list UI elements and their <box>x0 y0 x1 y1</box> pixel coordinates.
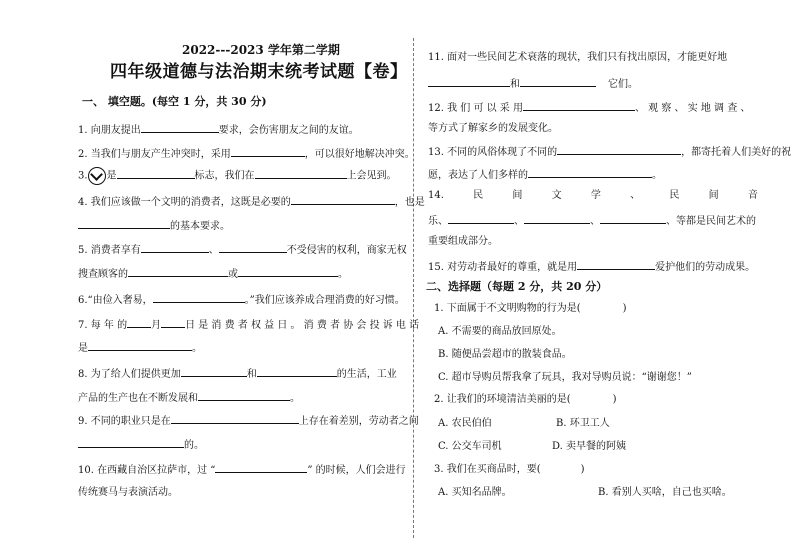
question-6: 6.“由俭入奢易， 。”我们应该养成合理消费的好习惯。 <box>78 292 405 307</box>
blank[interactable] <box>600 213 666 224</box>
mc-1-option-a[interactable]: A. 不需要的商品放回原处。 <box>438 326 562 337</box>
blank[interactable] <box>291 194 395 205</box>
question-11-line-1: 11. 面对一些民间艺术衰落的现状，我们只有找出原因，才能更好地 <box>428 52 728 63</box>
blank[interactable] <box>524 213 590 224</box>
mc-1-option-c[interactable]: C. 超市导购员帮我拿了玩具，我对导购员说：“谢谢您！” <box>438 372 692 383</box>
question-2: 2. 当我们与朋友产生冲突时，采用 ，可以很好地解决冲突。 <box>78 146 415 161</box>
blank[interactable] <box>528 167 652 178</box>
blank[interactable] <box>161 317 185 328</box>
blank[interactable] <box>577 259 655 270</box>
blank[interactable] <box>141 242 209 253</box>
blank[interactable] <box>78 218 170 229</box>
blank[interactable] <box>520 76 596 87</box>
green-food-logo-icon <box>88 167 106 185</box>
question-8-line-2: 产品的生产也在不断发展和 。 <box>78 390 300 405</box>
question-8-line-1: 8. 为了给人们提供更加 和 的生活，工业 <box>78 366 397 381</box>
section-2-title: 二、选择题（每题 2 分，共 20 分） <box>426 280 608 293</box>
question-10-line-1: 10. 在西藏自治区拉萨市，过 “ ” 的时候，人们会进行 <box>78 462 406 477</box>
blank[interactable] <box>141 122 219 133</box>
blank[interactable] <box>219 242 287 253</box>
blank[interactable] <box>448 213 514 224</box>
question-12-line-2: 等方式了解家乡的发展变化。 <box>428 123 558 134</box>
question-1: 1. 向朋友提出 要求，会伤害朋友之间的友谊。 <box>78 122 359 137</box>
question-13-line-2: 愿，表达了人们多样的 。 <box>428 167 662 182</box>
question-13-line-1: 13. 不同的风俗体现了不同的 ，都寄托着人们美好的祝 <box>428 144 791 159</box>
blank[interactable] <box>153 292 245 303</box>
blank[interactable] <box>231 146 305 157</box>
question-9-line-2: 的。 <box>78 437 204 452</box>
blank[interactable] <box>255 168 347 179</box>
question-5-line-1: 5. 消费者享有 、 不受侵害的权利，商家无权 <box>78 242 407 257</box>
blank[interactable] <box>181 366 247 377</box>
section-1-title: 一、 填空题。(每空 1 分，共 30 分) <box>82 95 267 108</box>
blank[interactable] <box>127 317 151 328</box>
question-14-line-2: 乐、 、 、 、等都是民间艺术的 <box>428 213 756 228</box>
blank[interactable] <box>78 437 184 448</box>
question-3: 3. 是 标志，我们在 上会见到。 <box>78 167 397 185</box>
question-5-line-2: 搜查顾客的 或 。 <box>78 266 348 281</box>
mc-2-stem: 2. 让我们的环境清洁美丽的是( ) <box>434 394 617 405</box>
blank[interactable] <box>88 340 192 351</box>
mc-3-stem: 3. 我们在买商品时，要( ) <box>434 464 585 475</box>
question-9-line-1: 9. 不同的职业只是在 上存在着差别，劳动者之间 <box>78 413 419 428</box>
column-divider <box>413 38 414 538</box>
blank[interactable] <box>128 266 228 277</box>
exam-title: 四年级道德与法治期末统考试题【卷】 <box>110 62 408 82</box>
blank[interactable] <box>257 366 337 377</box>
question-11-line-2: 和 它们。 <box>428 76 638 91</box>
school-year: 2022---2023 学年第二学期 <box>182 43 340 57</box>
blank[interactable] <box>238 266 338 277</box>
mc-3-option-b[interactable]: B. 看别人买啥，自己也买啥。 <box>598 487 732 498</box>
mc-2-option-c[interactable]: C. 公交车司机 <box>438 441 502 452</box>
blank[interactable] <box>428 76 510 87</box>
blank[interactable] <box>557 144 681 155</box>
blank[interactable] <box>198 390 290 401</box>
blank[interactable] <box>215 462 307 473</box>
question-7-line-2: 是 。 <box>78 340 202 355</box>
blank[interactable] <box>523 100 635 111</box>
question-7-line-1: 7. 每 年 的 月 日 是 消 费 者 权 益 日 。 消 费 者 协 会 投 诉 电 话 <box>78 317 419 332</box>
mc-3-option-a[interactable]: A. 买知名品牌。 <box>438 487 512 498</box>
question-10-line-2: 传统赛马与表演活动。 <box>78 487 178 498</box>
mc-2-option-d[interactable]: D. 卖早餐的阿姨 <box>552 441 627 452</box>
mc-2-option-a[interactable]: A. 农民伯伯 <box>438 418 492 429</box>
question-4-line-1: 4. 我们应该做一个文明的消费者，这既是必要的 ，也是 <box>78 194 425 209</box>
question-14-line-1: 14. 民 间 文 学 、 民 间 音 <box>428 190 758 201</box>
blank[interactable] <box>117 168 195 179</box>
question-15: 15. 对劳动者最好的尊重，就是用 爱护他们的劳动成果。 <box>428 259 755 274</box>
question-4-line-2: 的基本要求。 <box>78 218 230 233</box>
question-14-line-3: 重要组成部分。 <box>428 236 498 247</box>
question-12-line-1: 12. 我 们 可 以 采 用 、 观 察 、 实 地 调 查 、 <box>428 100 750 115</box>
mc-2-option-b[interactable]: B. 环卫工人 <box>556 418 610 429</box>
mc-1-stem: 1. 下面属于不文明购物的行为是( ) <box>434 303 627 314</box>
mc-1-option-b[interactable]: B. 随便品尝超市的散装食品。 <box>438 349 572 360</box>
blank[interactable] <box>171 413 299 424</box>
